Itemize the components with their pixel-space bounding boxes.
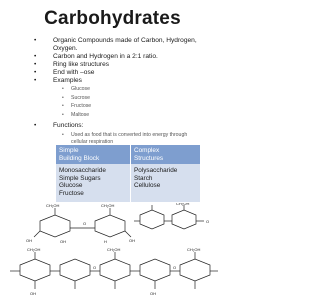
bullet-item-continuation bbox=[0, 45, 225, 53]
example-text: Sucrose bbox=[71, 94, 91, 101]
sugar-ring-shape bbox=[40, 215, 70, 237]
diagram-label: O bbox=[206, 219, 210, 224]
sub-bullet-item bbox=[0, 132, 225, 145]
diagram-label: CH₂OH bbox=[27, 247, 41, 252]
bullet-item bbox=[0, 53, 225, 61]
example-text: Glucose bbox=[71, 86, 91, 92]
table-header-complex: Complex Structures bbox=[130, 145, 200, 164]
bullet-item bbox=[0, 77, 225, 85]
bullet-text: Functions: bbox=[53, 122, 84, 130]
diagram-label: CH₂OH bbox=[46, 203, 60, 208]
diagram-label: CH₂OH bbox=[176, 203, 190, 206]
bullet-item bbox=[0, 37, 225, 45]
bullet-dot-icon: • bbox=[34, 77, 37, 84]
sugar-ring-shape bbox=[20, 259, 50, 281]
diagram-label: CH₂OH bbox=[187, 247, 201, 252]
diagram-label: O bbox=[173, 265, 177, 270]
table-cell-simple: Monosaccharide Simple Sugars Glucose Fructose bbox=[56, 164, 130, 201]
bullet-text: Examples bbox=[53, 77, 82, 84]
table-header-row bbox=[56, 145, 200, 164]
example-text: Fructose bbox=[71, 103, 92, 110]
sub-bullet-item bbox=[0, 94, 225, 103]
bullet-dot-icon: • bbox=[34, 69, 37, 76]
function-text: Used as food that is converted into energy through cellular respiration bbox=[71, 132, 188, 145]
bullet-text: Carbon and Hydrogen in a 2:1 ratio. bbox=[53, 53, 158, 60]
diagram-label: OH bbox=[60, 239, 66, 244]
sub-bullet-item bbox=[0, 85, 225, 94]
bullet-dot-icon: • bbox=[62, 103, 64, 110]
sugar-ring-shape bbox=[172, 210, 196, 229]
diagram-label: OH bbox=[129, 238, 135, 243]
sugar-ring-shape bbox=[100, 259, 130, 281]
diagram-label: O bbox=[83, 221, 87, 226]
bullet-text: Oxygen. bbox=[53, 45, 78, 52]
sub-bullet-item bbox=[0, 102, 225, 111]
diagram-label: OH bbox=[26, 238, 32, 243]
bullet-item bbox=[0, 69, 225, 77]
page-title: Carbohydrates bbox=[44, 8, 181, 29]
bullet-dot-icon: • bbox=[62, 132, 64, 139]
sugar-ring-shape bbox=[95, 215, 125, 237]
bullet-dot-icon: • bbox=[34, 122, 37, 130]
table-header-simple: Simple Building Block bbox=[56, 145, 130, 164]
diagram-label: CH₂OH bbox=[101, 203, 115, 208]
bullet-dot-icon: • bbox=[34, 61, 37, 68]
bullet-dot-icon: • bbox=[62, 86, 64, 92]
bullet-text: Ring like structures bbox=[53, 61, 110, 68]
diagram-label: CH₂OH bbox=[107, 247, 121, 252]
sugar-ring-shape bbox=[140, 210, 164, 229]
bullet-text: Organic Compounds made of Carbon, Hydrogen, bbox=[53, 37, 197, 44]
table-row bbox=[56, 164, 200, 201]
diagram-label: H bbox=[104, 239, 107, 244]
diagram-label: OH bbox=[30, 291, 36, 296]
sugar-ring-shape bbox=[140, 259, 170, 281]
bullet-text: End with –ose bbox=[53, 69, 95, 76]
bullet-dot-icon: • bbox=[62, 94, 64, 101]
comparison-table bbox=[56, 145, 200, 202]
bullet-dot-icon: • bbox=[34, 53, 37, 60]
bullet-item bbox=[0, 122, 225, 130]
table-cell-complex: Polysaccharide Starch Cellulose bbox=[130, 164, 200, 201]
diagram-label: O bbox=[93, 265, 97, 270]
example-text: Maltose bbox=[71, 111, 90, 118]
bullet-list bbox=[0, 37, 225, 145]
sugar-ring-shape bbox=[180, 259, 210, 281]
sugar-ring-shape bbox=[60, 259, 90, 281]
sub-bullet-item bbox=[0, 111, 225, 120]
carbohydrate-structure-diagram bbox=[0, 203, 225, 300]
bullet-item bbox=[0, 61, 225, 69]
diagram-label: OH bbox=[150, 291, 156, 296]
bullet-dot-icon: • bbox=[34, 37, 37, 44]
bullet-dot-icon: • bbox=[62, 111, 64, 118]
